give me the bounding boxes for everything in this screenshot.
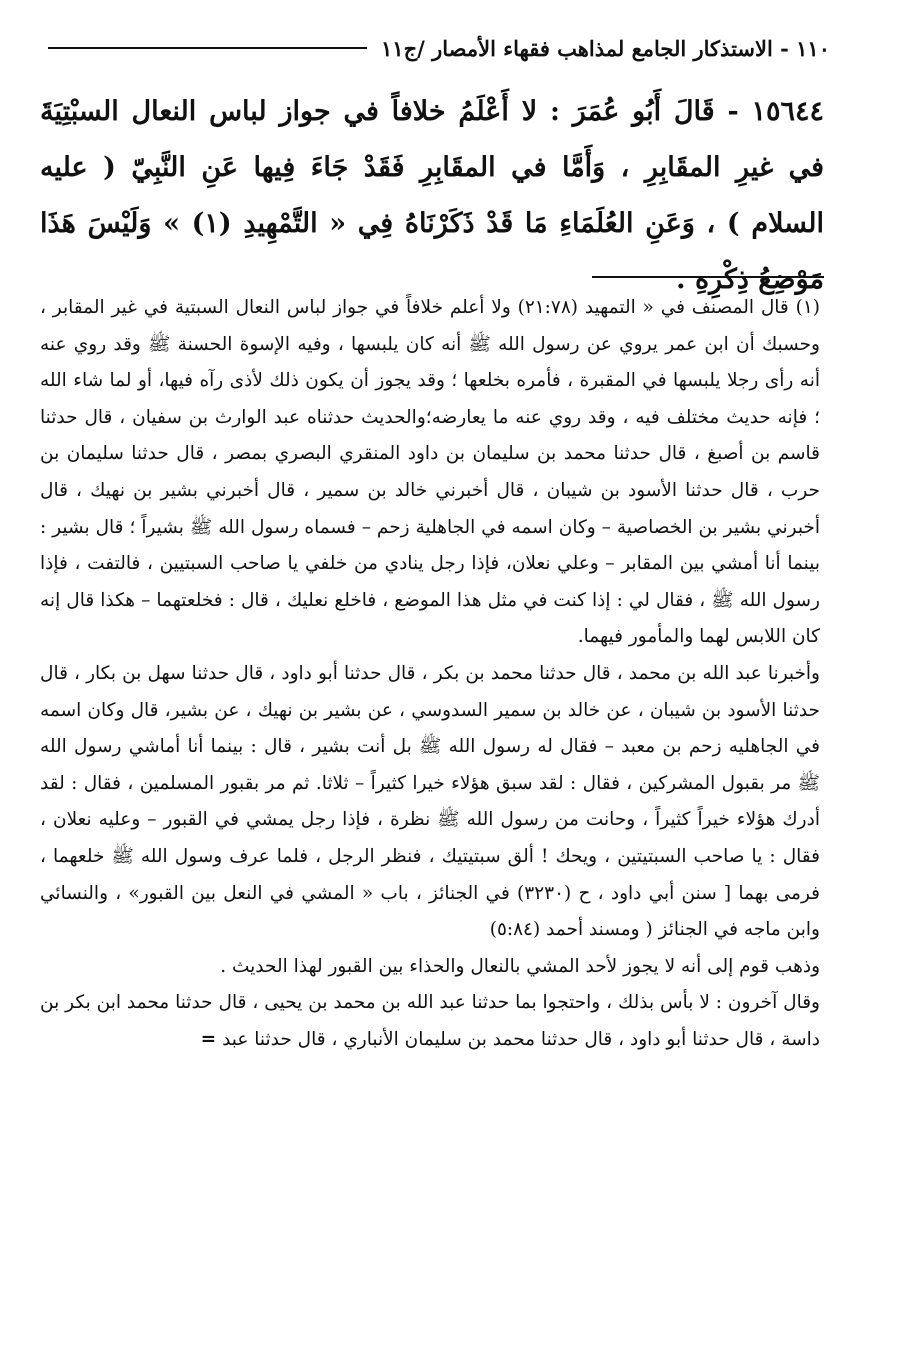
footnotes bbox=[40, 290, 820, 1058]
main-body: لا أَعْلَمُ خلافاً في جواز لباس النعال السبْتِيَةَ في غيرِ المقَابِرِ ، وَأَمَّا في المقَابِرِ فَقَدْ جَاءَ فِيها عَنِ النَّبِيّ ( عليه السلام ) ، وَعَنِ العُلَمَاءِ مَا قَدْ ذَكَرْنَاهُ فِي « التَّمْهِيدِ (١) » وَلَيْسَ هَذَا مَوْضِعُ ذِكْرِهِ . bbox=[40, 96, 824, 295]
header-title: ١١٠ - الاستذكار الجامع لمذاهب فقهاء الأمصار /ج١١ bbox=[381, 35, 830, 61]
running-header bbox=[48, 30, 830, 66]
continuation-mark: = bbox=[200, 1028, 217, 1050]
footnote-1: (١) قال المصنف في « التمهيد (٢١:٧٨) ولا أعلم خلافاً في جواز لباس النعال السبتية في غير المقابر ، وحسبك أن ابن عمر يروي عن رسول الله ﷺ أنه كان يلبسها ، وفيه الإسوة الحسنة ﷺ وقد روي عنه أنه رأى رجلا يلبسها في المقبرة ، فأمره بخلعها ؛ وقد يجوز أن يكون ذلك لأذى رآه فيها، أو لما شاء الله ؛ فإنه حديث مختلف فيه ، وقد روي عنه ما يعارضه؛والحديث حدثناه عبد الوارث بن سفيان ، قال حدثنا قاسم بن أصبغ ، قال حدثنا محمد بن سليمان بن داود المنقري البصري بمصر ، قال حدثنا سليمان بن حرب ، قال حدثنا الأسود بن شيبان ، قال أخبرني خالد بن سمير ، قال أخبرني بشير بن نهيك ، قال أخبرني بشير بن الخصاصية – وكان اسمه في الجاهلية زحم – فسماه رسول الله ﷺ بشيراً ؛ قال بشير : بينما أنا أمشي بين المقابر – وعلي نعلان، فإذا رجل ينادي من خلفي يا صاحب السبتيين ، فالتفت ، فإذا رسول الله ﷺ ، فقال لي : إذا كنت في مثل هذا الموضع ، فاخلع نعليك ، قال : فخلعتهما – هكذا قال إنه كان اللابس لهما والمأمور فيهما. bbox=[40, 297, 820, 648]
footnote-paragraph-4-text: وقال آخرون : لا بأس بذلك ، واحتجوا بما حدثنا عبد الله بن محمد بن يحيى ، قال حدثنا محمد ابن بكر بن داسة ، قال حدثنا أبو داود ، قال حدثنا محمد بن سليمان الأنباري ، قال حدثنا عبد bbox=[40, 992, 820, 1050]
paragraph-number: ١٥٦٤٤ - bbox=[727, 96, 824, 127]
main-text bbox=[40, 84, 824, 308]
header-rule bbox=[48, 47, 367, 49]
footnote-paragraph-4 bbox=[40, 985, 820, 1058]
footnote-paragraph-2: وأخبرنا عبد الله بن محمد ، قال حدثنا محمد بن بكر ، قال حدثنا أبو داود ، قال حدثنا سهل بن بكار ، قال حدثنا الأسود بن شيبان ، عن خالد بن سمير السدوسي ، عن بشير بن نهيك ، عن بشير، قال وكان اسمه في الجاهليه زحم بن معبد – فقال له رسول الله ﷺ بل أنت بشير ، قال : بينما أنا أماشي رسول الله ﷺ مر بقبول المشركين ، فقال : لقد سبق هؤلاء خيرا كثيراً – ثلاثا. ثم مر بقبور المسلمين ، فقال : لقد أدرك هؤلاء خيراً كثيراً ، وحانت من رسول الله ﷺ نظرة ، فإذا رجل يمشي في القبور – وعليه نعلان ، فقال : يا صاحب السبتيتين ، ويحك ! ألق سبتيتيك ، فنظر الرجل ، فلما عرف وسول الله ﷺ خلعهما ، فرمى بهما [ سنن أبي داود ، ح (٣٢٣٠) في الجنائز ، باب « المشي في النعل بين القبور» ، والنسائي وابن ماجه في الجنائز ( ومسند أحمد (٥:٨٤) bbox=[40, 662, 820, 941]
footnote-separator bbox=[592, 276, 824, 278]
speaker-label: قَالَ أَبُو عُمَرَ : bbox=[549, 96, 715, 127]
footnote-paragraph-3: وذهب قوم إلى أنه لا يجوز لأحد المشي بالنعال والحذاء بين القبور لهذا الحديث . bbox=[220, 955, 820, 977]
